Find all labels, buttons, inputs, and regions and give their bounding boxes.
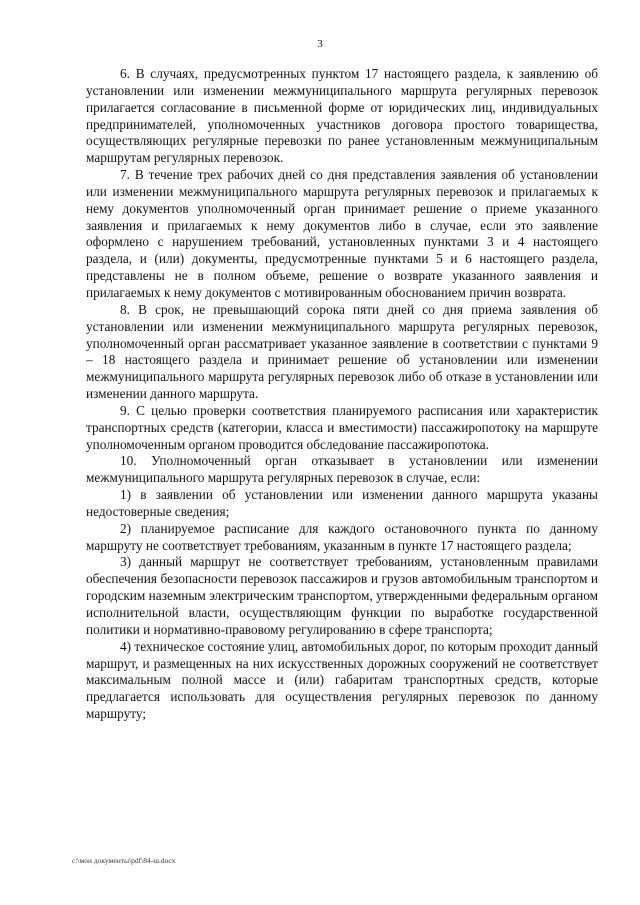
paragraph-7: 7. В течение трех рабочих дней со дня представления заявления об установлении или изменении межмуниципального маршрута регулярных перевозок и прилагаемых к нему документов уполномоченный орган принимает решение о приеме указанного заявления и прилагаемых к нему документов либо в случае, если это заявление оформлено с нарушением требований, установленных пунктами 3 и 4 настоящего раздела, и (или) документы, предусмотренные пунктами 5 и 6 настоящего раздела, представлены не в полном объеме, решение о возврате указанного заявления и прилагаемых к нему документов с мотивированным обоснованием причин возврата. (86, 167, 598, 300)
paragraph-6: 6. В случаях, предусмотренных пунктом 17 настоящего раздела, к заявлению об установлении или изменении межмуниципального маршрута регулярных перевозок прилагается согласование в письменной форме от юридических лиц, индивидуальных предпринимателей, уполномоченных участников договора простого товарищества, осуществляющих регулярные перевозки по ранее установленным межмуниципальным маршрутам регулярных перевозок. (86, 66, 598, 166)
paragraph-10: 10. Уполномоченный орган отказывает в установлении или изменении межмуниципального маршрута регулярных перевозок в случае, если: (86, 453, 598, 486)
subitem-1: 1) в заявлении об установлении или изменении данного маршрута указаны недостоверные сведения; (86, 487, 598, 519)
paragraph-9: 9. С целью проверки соответствия планируемого расписания или характеристик транспортных средств (категории, класса и вместимости) пассажиропотоку на маршруте уполномоченным органом проводится обследование пассажиропотока. (86, 402, 598, 452)
subitem-3: 3) данный маршрут не соответствует требованиям, установленным правилами обеспечения безопасности перевозок пассажиров и грузов автомобильным транспортом и городским наземным электрическим транспортом, утвержденными федеральным органом исполнительной власти, осуществляющим функции по выработке государственной политики и нормативно-правовому регулированию в сфере транспорта; (86, 554, 598, 637)
footer-file-path: c:\мои документы\pdf\84-ш.docx (72, 856, 176, 865)
subitem-4: 4) техническое состояние улиц, автомобильных дорог, по которым проходит данный маршрут, и размещенных на них искусственных дорожных сооружений не соответствует максимальным полной массе и (или) габаритам транспортных средств, которые предлагается использовать для осуществления регулярных перевозок по данному маршруту; (86, 638, 598, 722)
document-body (86, 66, 598, 723)
page-number: 3 (317, 38, 323, 50)
paragraph-8: 8. В срок, не превышающий сорока пяти дней со дня приема заявления об установлении или изменении межмуниципального маршрута регулярных перевозок, уполномоченный орган рассматривает указанное заявление в соответствии с пунктами 9 – 18 настоящего раздела и принимает решение об установлении или изменении межмуниципального маршрута регулярных перевозок либо об отказе в установлении или изменении данного маршрута. (86, 301, 598, 402)
subitem-2: 2) планируемое расписание для каждого остановочного пункта по данному маршруту не соответствует требованиям, указанным в пункте 17 настоящего раздела; (86, 520, 598, 553)
